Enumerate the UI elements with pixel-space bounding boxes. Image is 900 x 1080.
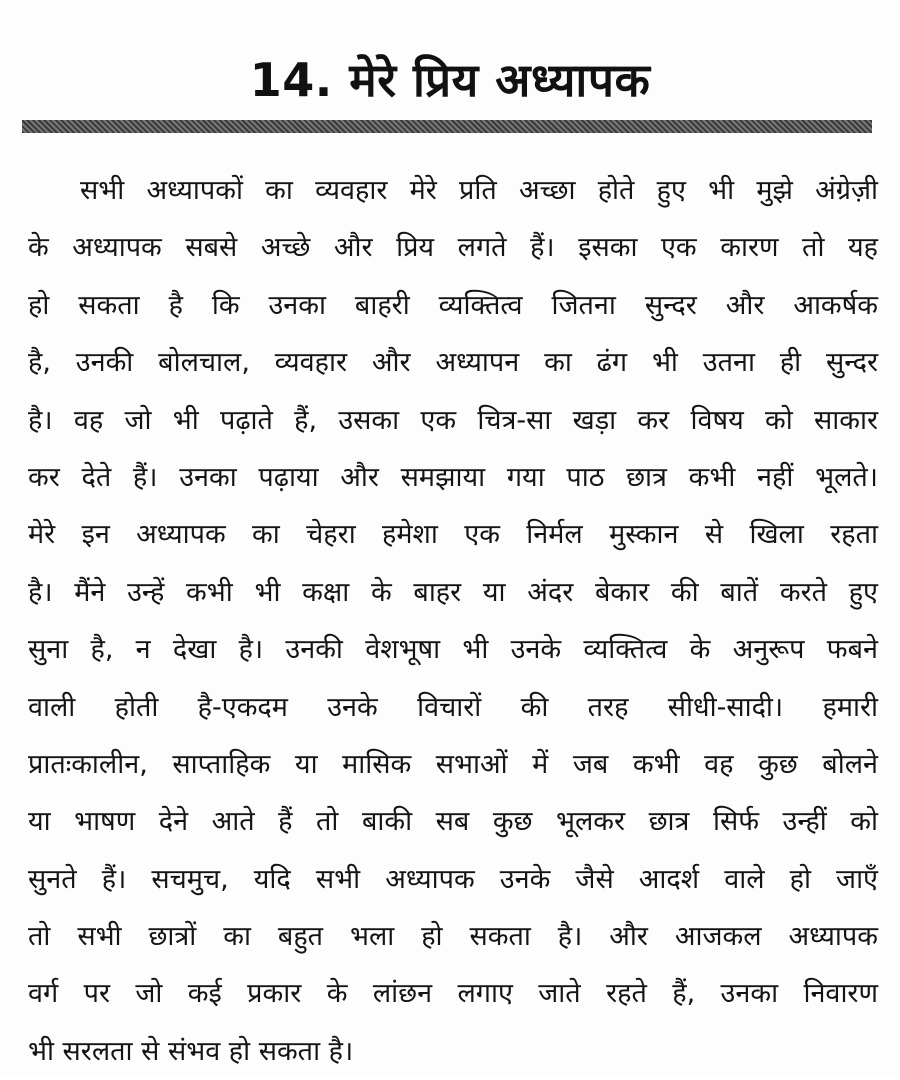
- essay-line: है। मैंने उन्हें कभी भी कक्षा के बाहर या अंदर बेकार की बातें करते हुए: [28, 576, 878, 608]
- title-underline-rule: [22, 120, 872, 133]
- essay-line: हो सकता है कि उनका बाहरी व्यक्तित्व जितना सुन्दर और आकर्षक: [28, 289, 878, 321]
- essay-line: प्रातःकालीन, साप्ताहिक या मासिक सभाओं में जब कभी वह कुछ बोलने: [28, 748, 878, 780]
- essay-line: के अध्यापक सबसे अच्छे और प्रिय लगते हैं। इसका एक कारण तो यह: [28, 232, 878, 264]
- essay-line: मेरे इन अध्यापक का चेहरा हमेशा एक निर्मल मुस्कान से खिला रहता: [28, 519, 878, 551]
- essay-line: सभी अध्यापकों का व्यवहार मेरे प्रति अच्छा होते हुए भी मुझे अंग्रेज़ी: [80, 175, 878, 206]
- essay-line: सुनते हैं। सचमुच, यदि सभी अध्यापक उनके जैसे आदर्श वाले हो जाएँ: [28, 863, 878, 895]
- essay-body: [28, 162, 878, 1080]
- essay-line: सुना है, न देखा है। उनकी वेशभूषा भी उनके व्यक्तित्व के अनुरूप फबने: [28, 634, 878, 666]
- essay-line: है, उनकी बोलचाल, व्यवहार और अध्यापन का ढंग भी उतना ही सुन्दर: [28, 347, 878, 379]
- essay-line: भी सरलता से संभव हो सकता है।: [28, 1035, 354, 1067]
- essay-line: तो सभी छात्रों का बहुत भला हो सकता है। और आजकल अध्यापक: [28, 921, 878, 953]
- essay-line: वाली होती है-एकदम उनके विचारों की तरह सीधी-सादी। हमारी: [28, 691, 878, 723]
- essay-line: कर देते हैं। उनका पढ़ाया और समझाया गया पाठ छात्र कभी नहीं भूलते।: [28, 461, 878, 493]
- essay-line: है। वह जो भी पढ़ाते हैं, उसका एक चित्र-सा खड़ा कर विषय को साकार: [28, 404, 878, 436]
- essay-line: वर्ग पर जो कई प्रकार के लांछन लगाए जाते रहते हैं, उनका निवारण: [28, 978, 878, 1010]
- essay-title: 14. मेरे प्रिय अध्यापक: [249, 53, 651, 107]
- essay-line: या भाषण देने आते हैं तो बाकी सब कुछ भूलकर छात्र सिर्फ उन्हीं को: [28, 806, 878, 838]
